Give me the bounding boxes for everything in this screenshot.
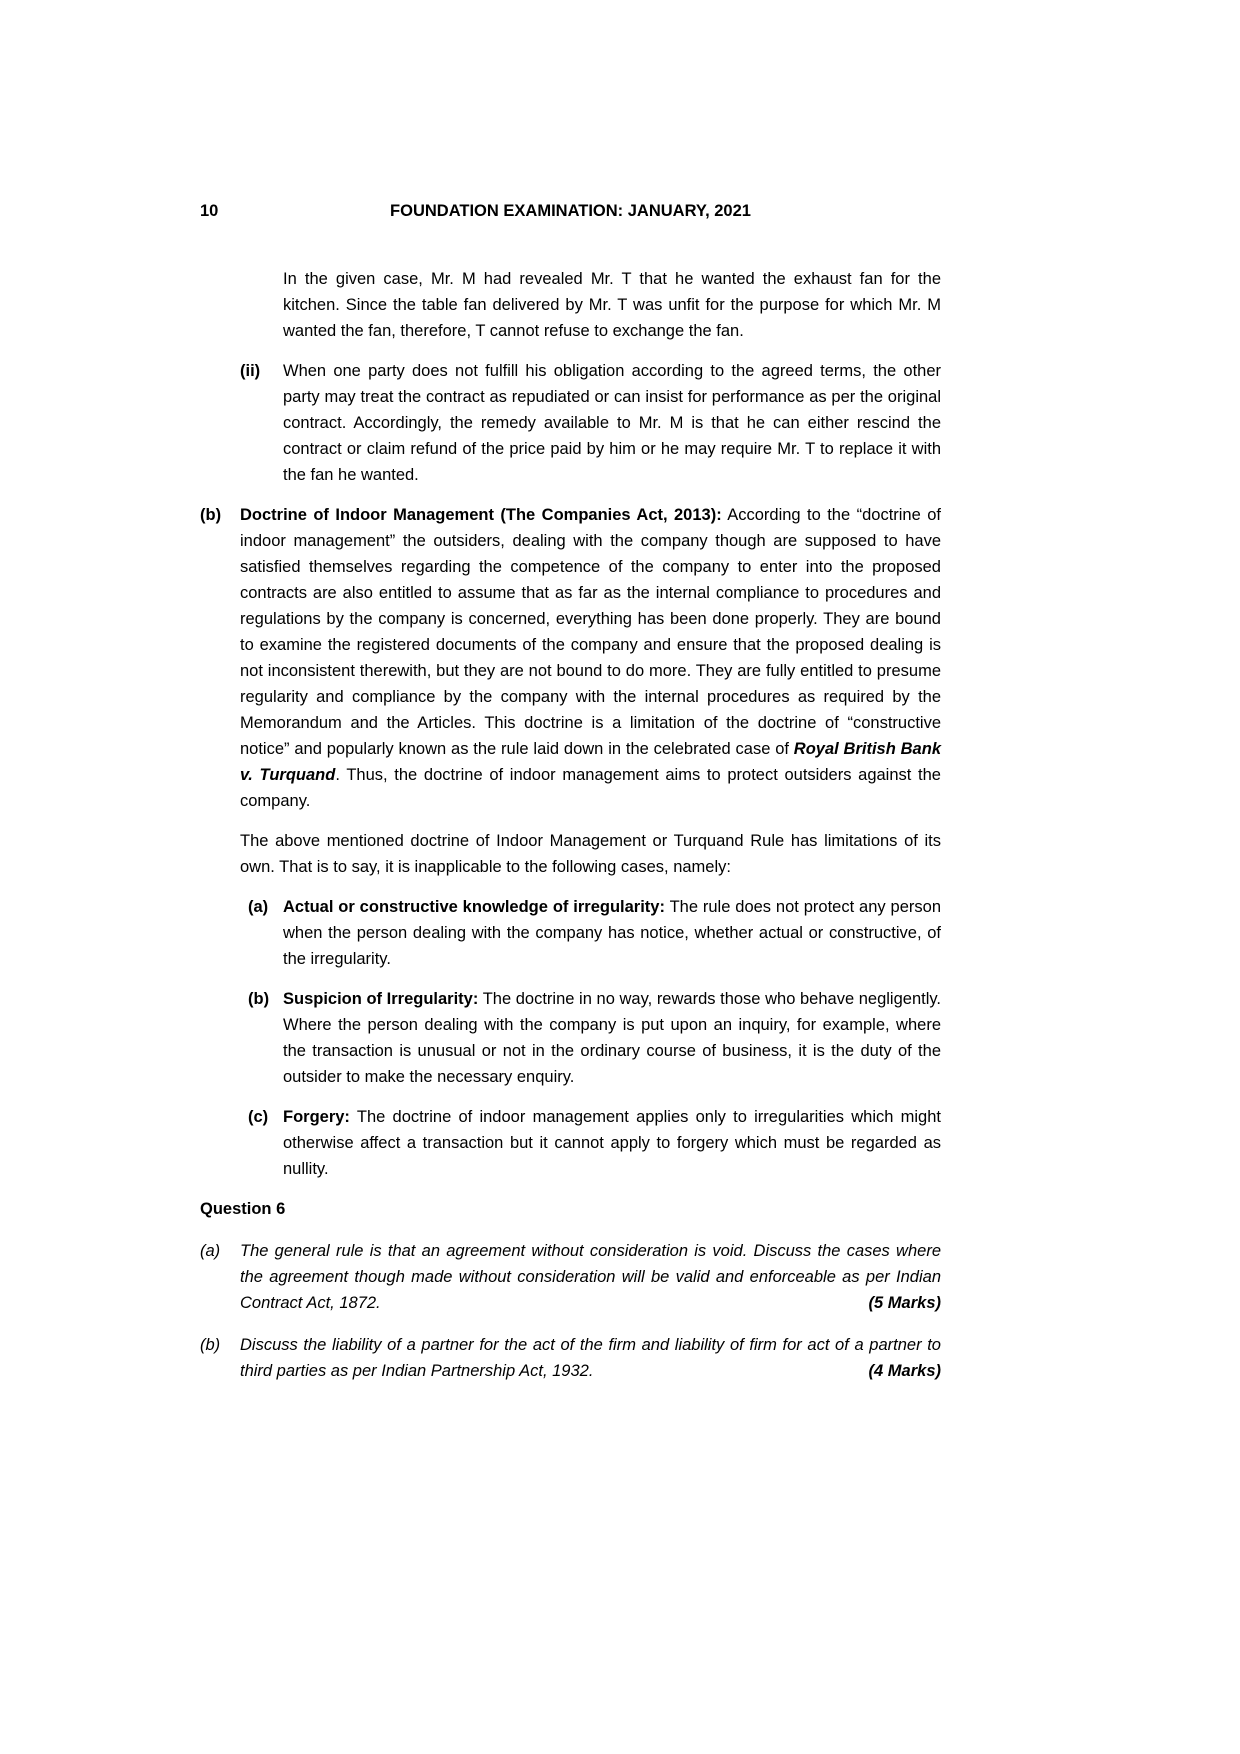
limitation-item-b [248,986,941,1090]
limitation-a-text: The rule does not protect any person when the person dealing with the company has notice, whether actual or constructive, of the irregularity. [283,898,941,968]
question6-heading: Question 6 [200,1200,286,1218]
question6-b-text: Discuss the liability of a partner for the act of the firm and liability of firm for act of a partner to third parties as per Indian Partnership Act, 1932. [240,1336,941,1380]
page-number: 10 [200,202,219,220]
question6-item-a [200,1238,941,1316]
limitation-a-label: (a) [248,898,269,916]
limitation-b-heading: Suspicion of Irregularity: [283,990,479,1008]
item-b-text-after-case: . Thus, the doctrine of indoor management aims to protect outsiders against the company. [240,766,941,810]
limitation-a-heading: Actual or constructive knowledge of irregularity: [283,898,665,916]
answer-item-ii [240,358,941,488]
answer-item-b [200,502,941,1182]
item-b-heading: Doctrine of Indoor Management (The Companies Act, 2013): [240,506,722,524]
question6-b-label: (b) [200,1336,221,1354]
limitation-b-label: (b) [248,990,270,1008]
limitation-item-a [248,894,941,972]
answer-case-paragraph: In the given case, Mr. M had revealed Mr. T that he wanted the exhaust fan for the kitchen. Since the table fan delivered by Mr. T was unfit for the purpose for which Mr. M wanted the fan, therefore, T cannot refuse to exchange the fan. [283,270,941,340]
limitation-b-text: The doctrine in no way, rewards those who behave negligently. Where the person dealing with the company is put upon an inquiry, for example, where the transaction is unusual or not in the ordinary course of business, it is the duty of the outsider to make the necessary enquiry. [283,990,941,1086]
question6-a-text: The general rule is that an agreement without consideration is void. Discuss the cases where the agreement though made without consideration will be valid and enforceable as per Indian Contract Act, 1872. [240,1242,941,1312]
limitation-c-label: (c) [248,1108,269,1126]
limitation-item-c [248,1104,941,1182]
question6-item-b [200,1332,941,1384]
item-b-label: (b) [200,506,222,524]
question6-b-marks: (4 Marks) [868,1362,941,1380]
item-b-main-paragraph [240,502,941,814]
page-header [200,198,941,224]
case-name: Royal British Bank v. Turquand [240,740,941,784]
limitation-c-heading: Forgery: [283,1108,350,1126]
document-title: FOUNDATION EXAMINATION: JANUARY, 2021 [390,202,751,220]
question6-a-label: (a) [200,1242,221,1260]
limitation-c-text: The doctrine of indoor management applies only to irregularities which might otherwise affect a transaction but it cannot apply to forgery which must be regarded as nullity. [283,1108,941,1178]
item-b-text-before-case: According to the “doctrine of indoor management” the outsiders, dealing with the company though are supposed to have satisfied themselves regarding the competence of the company to enter into the proposed contracts are also entitled to assume that as far as the internal compliance to procedures and regulations by the company is concerned, everything has been done properly. They are bound to examine the registered documents of the company and ensure that the proposed dealing is not inconsistent therewith, but they are not bound to do more. They are fully entitled to presume regularity and compliance by the company with the internal procedures as required by the Memorandum and the Articles. This doctrine is a limitation of the doctrine of “constructive notice” and popularly known as the rule laid down in the celebrated case of [240,506,941,758]
item-b-limitations-paragraph: The above mentioned doctrine of Indoor Management or Turquand Rule has limitations of its own. That is to say, it is inapplicable to the following cases, namely: [240,832,941,876]
item-ii-label: (ii) [240,362,261,380]
page-content [200,198,941,1400]
item-ii-text: When one party does not fulfill his obligation according to the agreed terms, the other party may treat the contract as repudiated or can insist for performance as per the original contract. Accordingly, the remedy available to Mr. M is that he can either rescind the contract or claim refund of the price paid by him or he may require Mr. T to replace it with the fan he wanted. [283,362,941,484]
question6-a-marks: (5 Marks) [868,1294,941,1312]
